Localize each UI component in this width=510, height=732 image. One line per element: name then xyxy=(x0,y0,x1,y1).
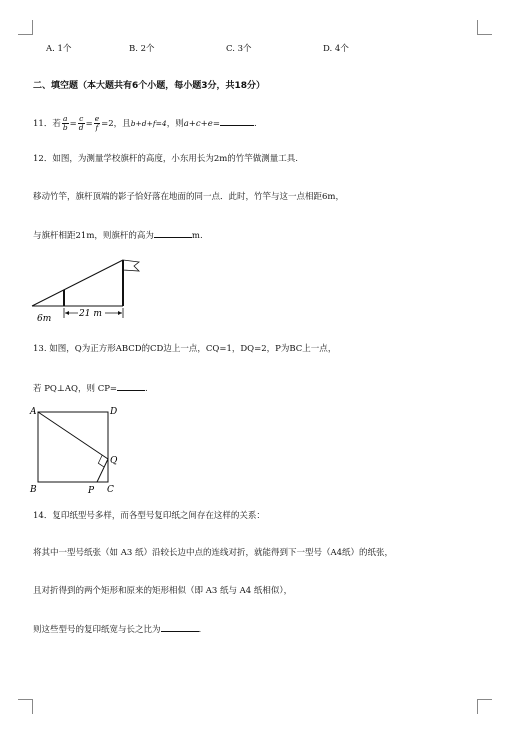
option-a: A. 1个 xyxy=(46,44,72,54)
flagpole-figure xyxy=(28,255,148,325)
q13-text: 若 PQ⊥AQ，则 CP= xyxy=(33,384,118,394)
crop-mark-top-left xyxy=(18,20,33,35)
label-21m: 21 m xyxy=(79,309,102,319)
square-figure xyxy=(28,402,128,498)
q14-line-3: 且对折得到的两个矩形和原来的矩形相似（即 A3 纸与 A4 纸相似）， xyxy=(33,586,293,596)
q14-line-1: 14．复印纸型号多样，而各型号复印纸之间存在这样的关系： xyxy=(33,511,265,521)
flag-icon xyxy=(123,260,139,271)
frac-num: e xyxy=(94,114,100,123)
crop-mark-top-right xyxy=(477,20,492,35)
frac-den: d xyxy=(78,123,84,132)
q11-eq: = xyxy=(212,119,220,129)
frac-num: c xyxy=(79,114,84,123)
q12-line-2: 移动竹竿，旗杆顶端的影子恰好落在地面的同一点．此时，竹竿与这一点相距6m， xyxy=(33,192,344,202)
option-d: D. 4个 xyxy=(323,44,349,54)
q14-text: . xyxy=(198,625,202,635)
q13-line-2 xyxy=(33,381,148,395)
q13-line-1: 13. 如图，Q为正方形ABCD的CD边上一点，CQ=1，DQ=2，P为BC上一点， xyxy=(33,344,337,354)
fraction-c-d xyxy=(78,115,85,132)
frac-den: b xyxy=(62,123,68,132)
arrow-left-icon xyxy=(65,311,69,315)
crop-mark-bottom-right xyxy=(477,699,492,714)
q11-expression: a+c+e xyxy=(183,119,213,129)
point-label-q: Q xyxy=(110,456,118,466)
answer-blank[interactable] xyxy=(117,381,145,391)
q11-condition: b+d+f=4 xyxy=(130,119,167,128)
sun-ray-line xyxy=(32,260,123,306)
section-title: 二、填空题（本大题共有6个小题，每小题3分，共18分） xyxy=(33,81,266,91)
frac-den: f xyxy=(95,123,99,132)
q11-text: =2，且 xyxy=(101,119,131,129)
label-6m: 6m xyxy=(37,314,52,324)
q12-line-3 xyxy=(33,228,203,242)
q11-eq: = xyxy=(69,119,77,129)
q11-text: . xyxy=(253,119,257,129)
point-label-p: P xyxy=(88,486,95,496)
segment-aq xyxy=(38,412,108,459)
answer-blank[interactable] xyxy=(154,228,192,238)
option-b: B. 2个 xyxy=(129,44,155,54)
arrow-right-icon xyxy=(118,311,122,315)
q11-eq: = xyxy=(85,119,93,129)
q12-text: m. xyxy=(191,231,203,241)
vertex-label-c: C xyxy=(107,485,114,495)
vertex-label-d: D xyxy=(110,407,118,417)
answer-blank[interactable] xyxy=(220,116,254,126)
q13-text: . xyxy=(145,384,148,394)
q14-line-4 xyxy=(33,622,201,636)
q12-text: 与旗杆相距21m，则旗杆的高为 xyxy=(33,231,154,241)
fraction-a-b xyxy=(62,115,69,132)
vertex-label-b: B xyxy=(30,485,37,495)
q11-text: ，则 xyxy=(166,119,184,129)
q14-line-2: 将其中一型号纸张（如 A3 纸）沿较长边中点的连线对折，就能得到下一型号（A4纸）的纸张， xyxy=(33,548,394,558)
q14-text: 则这些型号的复印纸宽与长之比为 xyxy=(33,625,161,635)
option-c: C. 3个 xyxy=(226,44,252,54)
question-11 xyxy=(33,115,257,132)
q11-prefix: 11．若 xyxy=(33,119,61,129)
vertex-label-a: A xyxy=(30,407,37,417)
right-angle-mark xyxy=(98,455,104,467)
crop-mark-bottom-left xyxy=(18,699,33,714)
frac-num: a xyxy=(62,114,68,123)
square-abcd xyxy=(38,412,108,482)
fraction-e-f xyxy=(94,115,100,132)
q12-line-1: 12．如图，为测量学校旗杆的高度，小东用长为2m的竹竿做测量工具. xyxy=(33,154,298,164)
answer-blank[interactable] xyxy=(161,622,199,632)
